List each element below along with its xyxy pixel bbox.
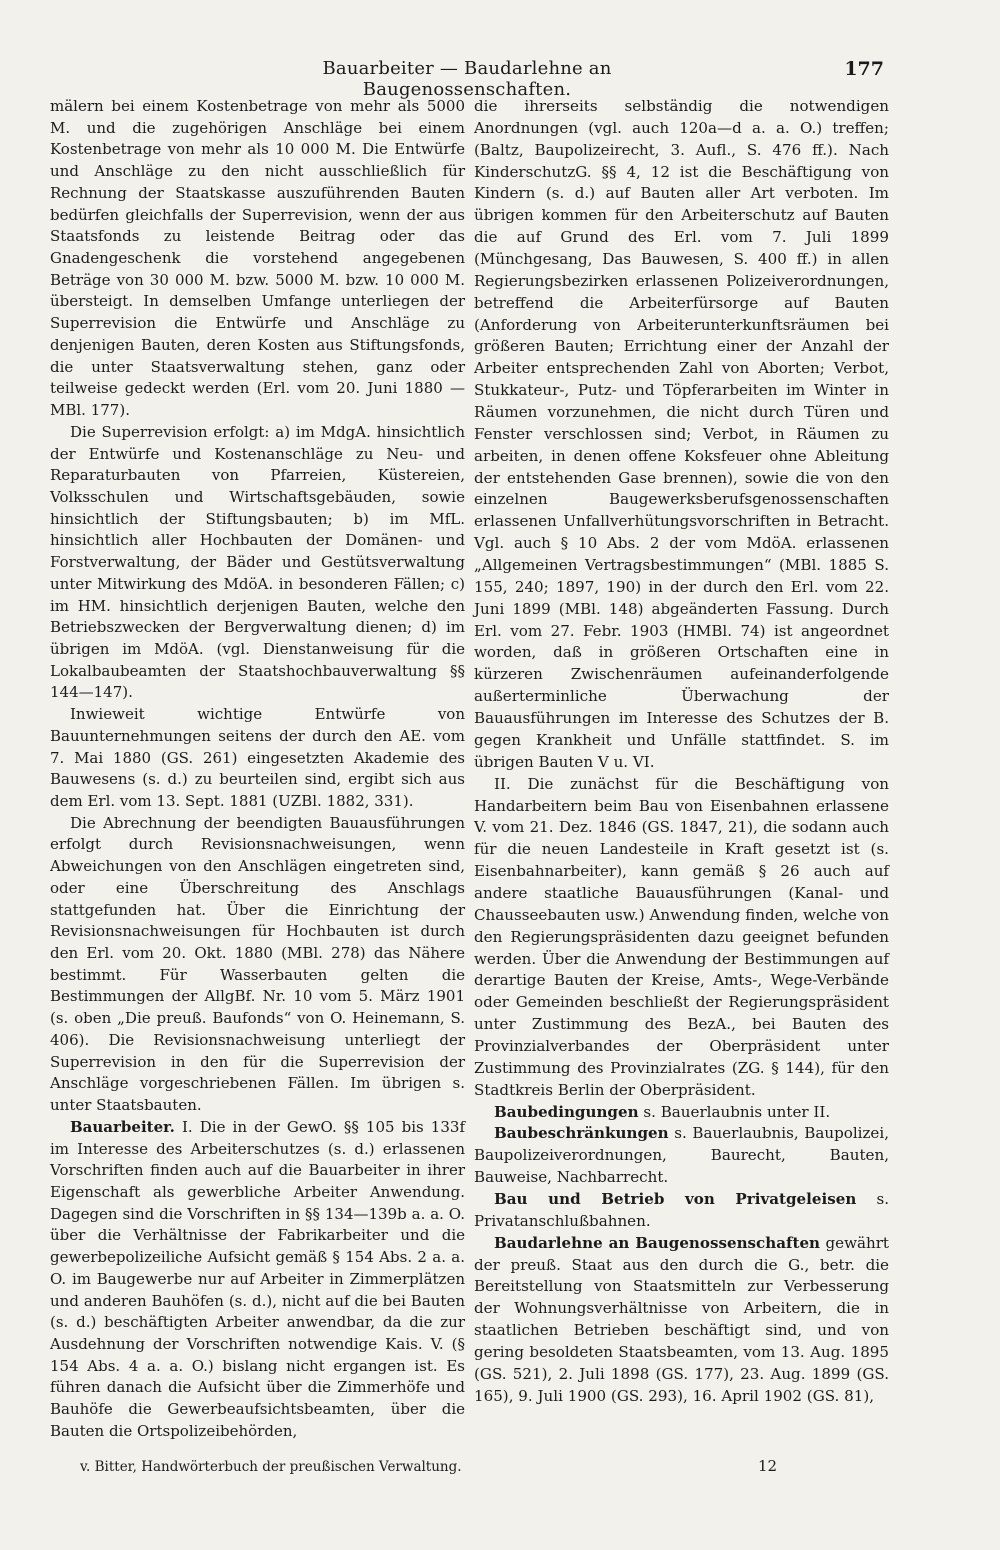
paragraph: Die Superrevision erfolgt: a) im MdgA. hinsichtlich der Entwürfe und Kostenanschläge zu Neu- und Reparaturbauten von Pfarreien, Küstereien, Volksschulen und Wirtschaftsgebäuden, sowie hinsichtlich der Stiftungsbauten; b) im MfL. hinsichtlich aller Hochbauten der Domänen- und Forstverwaltung, der Bäder und Gestütsverwaltung unter Mitwirkung des MdöA. in besonderen Fällen; c) im HM. hinsichtlich derjenigen Bauten, welche den Betriebszwecken der Bergverwaltung dienen; d) im übrigen im MdöA. (vgl. Dienstanweisung für die Lokalbaubeamten der Staatshochbauverwaltung §§ 144—147). — [50, 422, 465, 702]
entry-heading: Bau und Betrieb von Privatgeleisen — [494, 1189, 857, 1208]
paragraph: II. Die zunächst für die Beschäftigung von Handarbeitern beim Bau von Eisenbahnen erlassene V. vom 21. Dez. 1846 (GS. 1847, 21), die sodann auch für die neuen Landesteile in Kraft gesetzt ist (s. Eisenbahnarbeiter), kann gemäß § 26 auch auf andere staatliche Bauausführungen (Kanal- und Chausseebauten usw.) Anwendung finden, welche von den Regierungspräsidenten dazu geeignet befunden werden. Über die Anwendung der Bestimmungen auf derartige Bauten der Kreise, Amts-, Wege-Verbände oder Gemeinden beschließt der Regierungspräsident unter Zustimmung des BezA., bei Bauten des Provinzialverbandes der Oberpräsident unter Zustimmung des Provinzialrates (ZG. § 144), für den Stadtkreis Berlin der Oberpräsident. — [474, 774, 889, 1099]
entry-baubeschraenkungen — [474, 1123, 889, 1189]
entry-baudarlehne — [474, 1233, 889, 1408]
running-title: Bauarbeiter — Baudarlehne an Baugenossenschaften. — [322, 58, 612, 100]
entry-text: s. Bauerlaubnis, Baupolizei, Baupolizeiverordnungen, Baurecht, Bauten, Bauweise, Nachbarrecht. — [474, 1124, 889, 1187]
entry-privatgeleise — [474, 1189, 889, 1233]
page-number: 177 — [844, 58, 884, 80]
entry-heading: Bauarbeiter. — [70, 1117, 175, 1136]
entry-heading: Baubeschränkungen — [494, 1124, 669, 1143]
entry-text: s. Bauerlaubnis unter II. — [638, 1102, 831, 1121]
page-footer — [80, 1457, 880, 1481]
entry-heading: Baubedingungen — [494, 1102, 639, 1121]
entry-bauarbeiter — [50, 1117, 465, 1443]
entry-baubedingungen — [474, 1102, 889, 1124]
paragraph: die ihrerseits selbständig die notwendigen Anordnungen (vgl. auch 120a—d a. a. O.) treffen; (Baltz, Baupolizeirecht, 3. Aufl., S. 476 ff.). Nach KinderschutzG. §§ 4, 12 ist die Beschäftigung von Kindern (s. d.) auf Bauten aller Art verboten. Im übrigen kommen für den Arbeiterschutz auf Bauten die auf Grund des Erl. vom 7. Juli 1899 (Münchgesang, Das Bauwesen, S. 400 ff.) in allen Regierungsbezirken erlassenen Polizeiverordnungen, betreffend die Arbeiterfürsorge auf Bauten (Anforderung von Arbeiterunterkunftsräumen bei größeren Bauten; Errichtung einer der Anzahl der Arbeiter entsprechenden Zahl von Aborten; Verbot, Stukkateur-, Putz- und Töpferarbeiten im Winter in Räumen vorzunehmen, die nicht durch Türen und Fenster verschlossen sind; Verbot, in Räumen zu arbeiten, in denen offene Koksfeuer ohne Ableitung der entstehenden Gase brennen), sowie die von den einzelnen Baugewerksberufsgenossenschaften erlassenen Unfallverhütungsvorschriften in Betracht. Vgl. auch § 10 Abs. 2 der vom MdöA. erlassenen „Allgemeinen Vertragsbestimmungen“ (MBl. 1885 S. 155, 240; 1897, 190) in der durch den Erl. vom 22. Juni 1899 (MBl. 148) abgeänderten Fassung. Durch Erl. vom 27. Febr. 1903 (HMBl. 74) ist angeordnet worden, daß in größeren Ortschaften eine in kürzeren Zwischenräumen aufeinanderfolgende außerterminliche Überwachung der Bauausführungen im Interesse des Schutzes der B. gegen Krankheit und Unfälle stattfindet. S. im übrigen Bauten V u. VI. — [474, 97, 889, 771]
running-header — [52, 58, 884, 100]
right-column — [474, 96, 889, 1408]
signature-mark: 12 — [758, 1457, 778, 1475]
paragraph: Die Abrechnung der beendigten Bauausführungen erfolgt durch Revisionsnachweisungen, wenn Abweichungen von den Anschlägen eingetreten sind, oder eine Überschreitung des Anschlags stattgefunden hat. Über die Einrichtung der Revisionsnachweisungen für Hochbauten ist durch den Erl. vom 20. Okt. 1880 (MBl. 278) das Nähere bestimmt. Für Wasserbauten gelten die Bestimmungen der AllgBf. Nr. 10 vom 5. März 1901 (s. oben „Die preuß. Baufonds“ von O. Heinemann, S. 406). Die Revisionsnachweisung unterliegt der Superrevision in den für die Superrevision der Anschläge vorgeschriebenen Fällen. Im übrigen s. unter Staatsbauten. — [50, 813, 465, 1115]
entry-text: gewährt der preuß. Staat aus den durch die G., betr. die Bereitstellung von Staatsmitteln zur Verbesserung der Wohnungsverhältnisse von Arbeitern, die in staatlichen Betrieben beschäftigt sind, und von gering besoldeten Staatsbeamten, vom 13. Aug. 1895 (GS. 521), 2. Juli 1898 (GS. 177), 23. Aug. 1899 (GS. 165), 9. Juli 1900 (GS. 293), 16. April 1902 (GS. 81), — [474, 1233, 889, 1405]
source-line: v. Bitter, Handwörterbuch der preußischen Verwaltung. — [80, 1459, 462, 1475]
left-column — [50, 96, 465, 1443]
paragraph: Inwieweit wichtige Entwürfe von Bauunternehmungen seitens der durch den AE. vom 7. Mai 1880 (GS. 261) eingesetzten Akademie des Bauwesens (s. d.) zu beurteilen sind, ergibt sich aus dem Erl. vom 13. Sept. 1881 (UZBl. 1882, 331). — [50, 705, 465, 810]
entry-text: I. Die in der GewO. §§ 105 bis 133f im Interesse des Arbeiterschutzes (s. d.) erlassenen Vorschriften finden auch auf die Bauarbeiter in ihrer Eigenschaft als gewerbliche Arbeiter Anwendung. Dagegen sind die Vorschriften in §§ 134—139b a. a. O. über die Verhältnisse der Fabrikarbeiter und die gewerbepolizeiliche Aufsicht gemäß § 154 Abs. 2 a. a. O. im Baugewerbe nur auf Arbeiter in Zimmerplätzen und anderen Bauhöfen (s. d.), nicht auf die bei Bauten (s. d.) beschäftigten Arbeiter anwendbar, da die zur Ausdehnung der Vorschriften notwendige Kais. V. (§ 154 Abs. 4 a. a. O.) bislang nicht ergangen ist. Es führen danach die Aufsicht über die Zimmerhöfe und Bauhöfe die Gewerbeaufsichtsbeamten, über die Bauten die Ortspolizeibehörden, — [50, 1117, 465, 1440]
paragraph: mälern bei einem Kostenbetrage von mehr als 5000 M. und die zugehörigen Anschläge bei einem Kostenbetrage von mehr als 10 000 M. Die Entwürfe und Anschläge zu den nicht ausschließlich für Rechnung der Staatskasse auszuführenden Bauten bedürfen gleichfalls der Superrevision, wenn der aus Staatsfonds zu leistende Beitrag oder das Gnadengeschenk die vorstehend angegebenen Beträge von 30 000 M. bzw. 5000 M. bzw. 10 000 M. übersteigt. In demselben Umfange unterliegen der Superrevision die Entwürfe und Anschläge zu denjenigen Bauten, deren Kosten aus Stiftungsfonds, die unter Staatsverwaltung stehen, ganz oder teilweise gedeckt werden (Erl. vom 20. Juni 1880 — MBl. 177). — [50, 97, 465, 420]
entry-heading: Baudarlehne an Baugenossenschaften — [494, 1233, 821, 1252]
entry-text: s. Privatanschlußbahnen. — [474, 1189, 889, 1230]
